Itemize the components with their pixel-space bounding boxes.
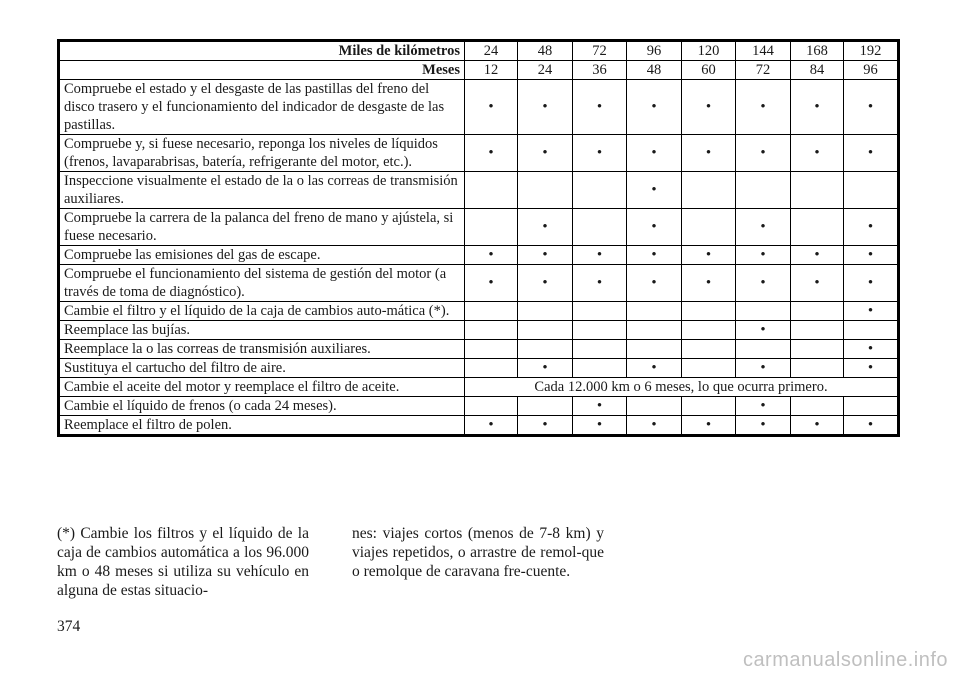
service-dot: • [736,416,791,436]
empty-cell [573,321,627,340]
empty-cell [682,340,736,359]
header-months-cell: 72 [736,61,791,80]
service-dot: • [627,265,682,302]
maintenance-row [59,135,899,172]
maintenance-row [59,172,899,209]
empty-cell [465,302,518,321]
page-number: 374 [57,618,81,635]
maintenance-task: Sustituya el cartucho del filtro de aire. [59,359,465,378]
empty-cell [465,397,518,416]
maintenance-task: Compruebe el estado y el desgaste de las pastillas del freno del disco trasero y el funcionamiento del indicador de desgaste de las pastillas. [59,80,465,135]
service-dot: • [736,321,791,340]
header-months-label: Meses [59,61,465,80]
service-dot: • [573,135,627,172]
service-dot: • [518,416,573,436]
service-dot: • [736,80,791,135]
empty-cell [465,209,518,246]
maintenance-row [59,209,899,246]
empty-cell [682,302,736,321]
empty-cell [791,340,844,359]
service-dot: • [573,246,627,265]
maintenance-task: Cambie el líquido de frenos (o cada 24 meses). [59,397,465,416]
empty-cell [518,172,573,209]
service-dot: • [682,416,736,436]
service-dot: • [791,80,844,135]
service-dot: • [844,135,899,172]
empty-cell [682,321,736,340]
maintenance-row [59,80,899,135]
service-dot: • [736,265,791,302]
service-dot: • [736,246,791,265]
maintenance-row [59,340,899,359]
header-km-cell: 48 [518,41,573,61]
interval-note: Cada 12.000 km o 6 meses, lo que ocurra primero. [465,378,899,397]
empty-cell [465,321,518,340]
empty-cell [573,302,627,321]
maintenance-task: Compruebe y, si fuese necesario, reponga los niveles de líquidos (frenos, lavaparabrisas, batería, refrigerante del motor, etc.). [59,135,465,172]
header-months-cell: 24 [518,61,573,80]
service-dot: • [518,265,573,302]
header-km-cell: 144 [736,41,791,61]
empty-cell [791,321,844,340]
footnote-left: (*) Cambie los filtros y el líquido de la caja de cambios automática a los 96.000 km o 48 meses si utiliza su vehículo en alguna de estas situacio- [57,525,309,599]
empty-cell [682,359,736,378]
empty-cell [791,172,844,209]
service-dot: • [518,209,573,246]
header-months-cell: 12 [465,61,518,80]
maintenance-row [59,265,899,302]
empty-cell [791,397,844,416]
maintenance-task: Inspeccione visualmente el estado de la o las correas de transmisión auxiliares. [59,172,465,209]
header-months-cell: 84 [791,61,844,80]
empty-cell [682,397,736,416]
service-dot: • [465,80,518,135]
service-dot: • [573,416,627,436]
service-dot: • [518,135,573,172]
empty-cell [465,359,518,378]
service-dot: • [844,246,899,265]
service-dot: • [627,246,682,265]
empty-cell [791,302,844,321]
empty-cell [573,172,627,209]
service-dot: • [844,359,899,378]
empty-cell [573,340,627,359]
empty-cell [791,209,844,246]
empty-cell [465,172,518,209]
service-dot: • [791,265,844,302]
service-dot: • [844,340,899,359]
service-dot: • [736,209,791,246]
service-dot: • [791,135,844,172]
service-dot: • [518,359,573,378]
maintenance-task: Cambie el filtro y el líquido de la caja de cambios auto-mática (*). [59,302,465,321]
maintenance-row [59,378,899,397]
maintenance-task: Compruebe las emisiones del gas de escape. [59,246,465,265]
header-row-months [59,61,899,80]
service-dot: • [627,135,682,172]
maintenance-task: Reemplace las bujías. [59,321,465,340]
service-dot: • [627,209,682,246]
footnote-right: nes: viajes cortos (menos de 7-8 km) y viajes repetidos, o arrastre de remol-que o remolque de caravana fre-cuente. [352,525,604,580]
empty-cell [627,397,682,416]
service-dot: • [736,359,791,378]
header-km-cell: 192 [844,41,899,61]
maintenance-row [59,416,899,436]
service-dot: • [682,80,736,135]
empty-cell [736,172,791,209]
service-dot: • [791,416,844,436]
service-dot: • [627,416,682,436]
empty-cell [791,359,844,378]
service-dot: • [627,359,682,378]
service-dot: • [465,265,518,302]
maintenance-row [59,302,899,321]
empty-cell [518,340,573,359]
watermark: carmanualsonline.info [742,649,948,671]
maintenance-row [59,359,899,378]
service-dot: • [844,265,899,302]
header-km-cell: 72 [573,41,627,61]
service-dot: • [465,246,518,265]
header-months-cell: 60 [682,61,736,80]
service-dot: • [736,135,791,172]
service-dot: • [844,416,899,436]
header-months-cell: 48 [627,61,682,80]
service-dot: • [844,209,899,246]
service-dot: • [573,397,627,416]
empty-cell [573,359,627,378]
service-dot: • [518,246,573,265]
service-dot: • [682,246,736,265]
header-km-cell: 96 [627,41,682,61]
service-dot: • [573,265,627,302]
empty-cell [518,321,573,340]
maintenance-row [59,246,899,265]
empty-cell [573,209,627,246]
header-km-cell: 120 [682,41,736,61]
service-dot: • [736,397,791,416]
maintenance-task: Compruebe el funcionamiento del sistema de gestión del motor (a través de toma de diagnóstico). [59,265,465,302]
maintenance-task: Reemplace el filtro de polen. [59,416,465,436]
service-dot: • [682,135,736,172]
service-dot: • [682,265,736,302]
empty-cell [682,209,736,246]
empty-cell [736,340,791,359]
header-km-label: Miles de kilómetros [59,41,465,61]
header-row-km [59,41,899,61]
empty-cell [736,302,791,321]
empty-cell [518,397,573,416]
header-km-cell: 24 [465,41,518,61]
empty-cell [518,302,573,321]
service-dot: • [627,80,682,135]
maintenance-task: Compruebe la carrera de la palanca del freno de mano y ajústela, si fuese necesario. [59,209,465,246]
service-dot: • [791,246,844,265]
service-dot: • [573,80,627,135]
service-dot: • [627,172,682,209]
empty-cell [627,340,682,359]
empty-cell [844,397,899,416]
header-months-cell: 96 [844,61,899,80]
empty-cell [844,321,899,340]
header-km-cell: 168 [791,41,844,61]
service-dot: • [518,80,573,135]
maintenance-task: Reemplace la o las correas de transmisión auxiliares. [59,340,465,359]
service-dot: • [465,135,518,172]
service-dot: • [844,302,899,321]
maintenance-table [57,39,900,437]
service-dot: • [465,416,518,436]
empty-cell [682,172,736,209]
maintenance-task: Cambie el aceite del motor y reemplace el filtro de aceite. [59,378,465,397]
service-dot: • [844,80,899,135]
header-months-cell: 36 [573,61,627,80]
empty-cell [465,340,518,359]
empty-cell [844,172,899,209]
empty-cell [627,302,682,321]
maintenance-row [59,397,899,416]
empty-cell [627,321,682,340]
maintenance-row [59,321,899,340]
